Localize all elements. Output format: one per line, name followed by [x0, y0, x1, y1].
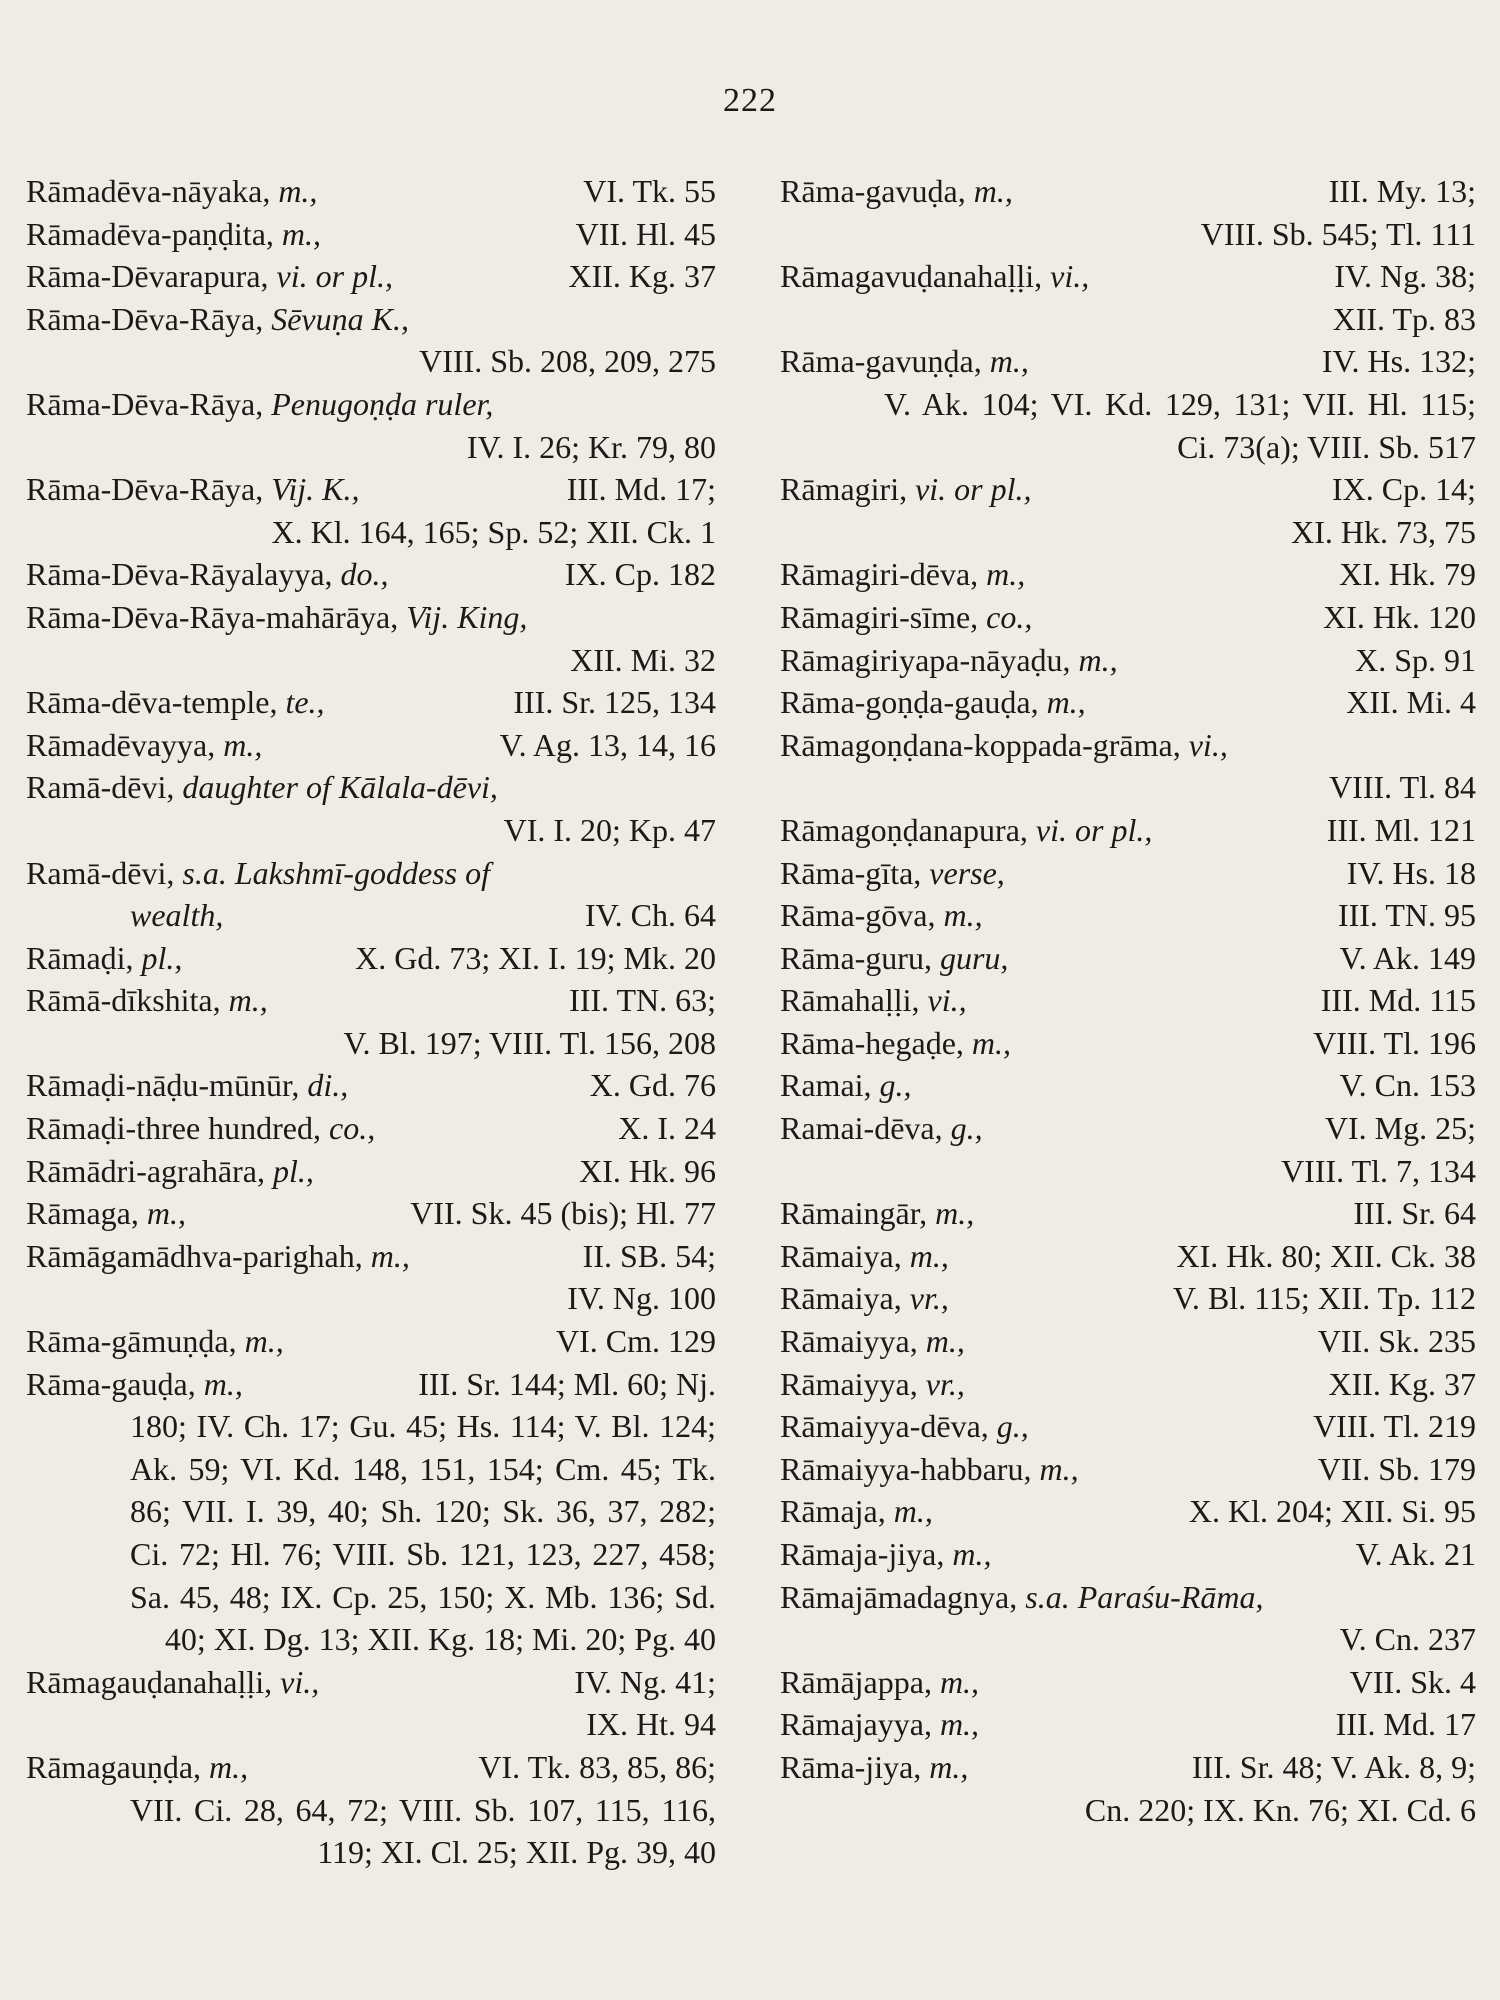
index-entry: [26, 468, 716, 553]
entry-headword: Rāmaiya,: [780, 1237, 910, 1274]
index-entry: [780, 1703, 1476, 1746]
entry-headword: Rāma-Dēva-Rāya,: [26, 471, 272, 508]
entry-reference: III. Ml. 121: [1326, 811, 1476, 848]
entry-headword: Rāma-Dēva-Rāya,: [26, 300, 272, 337]
index-entry: [26, 1235, 716, 1320]
index-entry: [26, 213, 716, 256]
index-entry: [26, 681, 716, 724]
entry-descriptor: m.,: [929, 1748, 969, 1785]
entry-headword: Rāmaiyya-habbaru,: [780, 1450, 1040, 1487]
entry-headword: Ramai,: [780, 1067, 880, 1104]
index-entry: [780, 468, 1476, 553]
entry-descriptor: m.,: [370, 1237, 410, 1274]
entry-headword: Ramā-dēvi,: [26, 854, 183, 891]
entry-headword: Rāma-guru,: [780, 939, 940, 976]
index-entry: [780, 1576, 1476, 1661]
entry-headword: Rāma-Dēva-Rāya,: [26, 385, 272, 422]
entry-reference: XI. Hk. 79: [1339, 556, 1476, 593]
entry-descriptor: m.,: [893, 1493, 933, 1530]
index-entry: [26, 1064, 716, 1107]
entry-headword: Rāmaja,: [780, 1493, 894, 1530]
entry-headword: Rāmagiri-sīme,: [780, 598, 987, 635]
entry-descriptor: m.,: [1039, 1450, 1079, 1487]
entry-descriptor: g.,: [879, 1067, 912, 1104]
entry-descriptor: g.,: [950, 1110, 983, 1147]
entry-headword: Rāmaja-jiya,: [780, 1536, 953, 1572]
index-entry: [780, 1448, 1476, 1491]
entry-reference-continued: IX. Ht. 94: [586, 1706, 716, 1743]
entry-headword: Rāmaiyya,: [780, 1365, 926, 1402]
entry-reference-continued: IV. I. 26; Kr. 79, 80: [466, 428, 716, 465]
entry-descriptor: Vij. K.,: [271, 471, 360, 508]
entry-descriptor: s.a. Paraśu-Rāma,: [1025, 1578, 1264, 1615]
index-entry: [26, 1746, 716, 1874]
entry-reference: VI. Cm. 129: [556, 1323, 716, 1360]
entry-headword: Rāmājappa,: [780, 1663, 940, 1700]
entry-headword: Rāma-gīta,: [780, 854, 930, 891]
entry-reference: XI. Hk. 80; XII. Ck. 38: [1176, 1237, 1476, 1274]
entry-reference-continued: IV. Ng. 100: [567, 1280, 716, 1317]
entry-descriptor: guru,: [939, 939, 1009, 976]
entry-reference: III. Md. 17: [1335, 1706, 1476, 1743]
entry-headword: Rāma-gavuḍa,: [780, 173, 974, 209]
index-entry: [780, 1107, 1476, 1192]
entry-reference: III. TN. 63;: [569, 982, 716, 1019]
entry-headword: Rāmajayya,: [780, 1706, 940, 1743]
index-entry: [780, 1533, 1476, 1576]
index-entry: [26, 255, 716, 298]
entry-headword: Rāmā-dīkshita,: [26, 982, 229, 1019]
entry-reference-continued: X. Kl. 164, 165; Sp. 52; XII. Ck. 1: [271, 513, 716, 550]
entry-reference: V. Bl. 115; XII. Tp. 112: [1172, 1280, 1476, 1317]
entry-headword: Rāmahaḷḷi,: [780, 982, 928, 1019]
index-entry: [26, 979, 716, 1064]
index-entry: [780, 340, 1476, 468]
entry-descriptor: m.,: [223, 726, 263, 763]
entry-reference: VII. Sk. 45 (bis); Hl. 77: [410, 1195, 716, 1232]
entry-reference-continued: VI. I. 20; Kp. 47: [503, 811, 716, 848]
entry-reference: XII. Mi. 4: [1346, 684, 1476, 721]
entry-reference: V. Ak. 21: [1355, 1536, 1476, 1572]
entry-reference: III. Md. 115: [1320, 982, 1476, 1019]
page-number: 222: [723, 82, 777, 119]
index-entry: [780, 1235, 1476, 1278]
index-entry: [780, 596, 1476, 639]
entry-reference: VIII. Tl. 196: [1313, 1024, 1476, 1061]
entry-descriptor: m.,: [939, 1706, 980, 1743]
index-entry: [26, 298, 716, 383]
entry-headword: Rāma-Dēva-Rāyalayya,: [26, 556, 341, 593]
entry-headword: Rāma-gauḍa,: [26, 1365, 204, 1402]
entry-descriptor: Penugoṇḍa ruler,: [271, 385, 494, 422]
index-entry: [26, 1661, 716, 1746]
entry-descriptor: co.,: [986, 598, 1033, 635]
entry-reference: VII. Sb. 179: [1317, 1450, 1476, 1487]
index-entry: [26, 553, 716, 596]
entry-reference: III. Sr. 125, 134: [513, 684, 716, 721]
entry-descriptor: m.,: [1046, 684, 1086, 721]
entry-reference: VII. Sk. 235: [1317, 1323, 1476, 1360]
index-entry: [26, 766, 716, 851]
entry-reference-continued: V. Ak. 104; VI. Kd. 129, 131; VII. Hl. 115; Ci. 73(a); VIII. Sb. 517: [884, 385, 1476, 465]
index-entry: [780, 1490, 1476, 1533]
entry-headword: Rāmadēvayya,: [26, 726, 224, 763]
index-entry: [780, 1064, 1476, 1107]
index-entry: [780, 894, 1476, 937]
index-entry: [26, 1150, 716, 1193]
entry-reference: V. Ak. 149: [1339, 939, 1476, 976]
entry-headword: Rāma-gōva,: [780, 897, 944, 934]
index-entry: [26, 1363, 716, 1661]
index-entry: [26, 937, 716, 980]
entry-reference: X. I. 24: [618, 1110, 716, 1147]
entry-descriptor: pl.,: [141, 939, 183, 976]
entry-descriptor: m.,: [935, 1195, 975, 1232]
entry-descriptor: m.,: [989, 343, 1029, 380]
entry-reference: IV. Hs. 132;: [1321, 343, 1476, 380]
entry-reference-continued: V. Bl. 197; VIII. Tl. 156, 208: [343, 1024, 716, 1061]
entry-reference-continued: VIII. Tl. 7, 134: [1281, 1152, 1476, 1189]
index-entry: [780, 255, 1476, 340]
entry-descriptor: co.,: [329, 1110, 376, 1147]
entry-descriptor: vi.,: [1188, 726, 1228, 763]
entry-headword: Rāmajāmadagnya,: [780, 1578, 1026, 1615]
entry-reference: XII. Kg. 37: [568, 258, 716, 295]
entry-descriptor: vr.,: [909, 1280, 949, 1317]
entry-reference: III. TN. 95: [1337, 897, 1476, 934]
entry-descriptor: m.,: [209, 1748, 249, 1785]
entry-reference: II. SB. 54;: [582, 1237, 716, 1274]
entry-reference-continued: 180; IV. Ch. 17; Gu. 45; Hs. 114; V. Bl. 124; Ak. 59; VI. Kd. 148, 151, 154; Cm. 45; Tk. 86; VII. I. 39, 40; Sh. 120; Sk. 36, 37, 282; Ci. 72; Hl. 76; VIII. Sb. 121, 123, 227, 458; Sa. 45, 48; IX. Cp. 25, 150; X. Mb. 136; Sd. 40; XI. Dg. 13; XII. Kg. 18; Mi. 20; Pg. 40: [130, 1408, 716, 1658]
entry-headword: Rāmagiriyapa-nāyaḍu,: [780, 641, 1079, 678]
entry-headword: Rāmaiyya,: [780, 1323, 926, 1360]
entry-descriptor: te.,: [285, 684, 325, 721]
entry-headword: Rāmagauṇḍa,: [26, 1748, 210, 1785]
entry-reference: III. Md. 17;: [566, 471, 716, 508]
entry-descriptor: m.,: [973, 173, 1013, 209]
entry-headword: Rāmaiyya-dēva,: [780, 1408, 997, 1445]
entry-headword: Ramā-dēvi,: [26, 769, 183, 806]
entry-descriptor: m.,: [925, 1323, 965, 1360]
entry-reference: VI. Tk. 83, 85, 86;: [478, 1748, 716, 1785]
index-entry: [26, 1320, 716, 1363]
entry-headword: Rāma-gāmuṇḍa,: [26, 1323, 245, 1360]
entry-headword: Rāmagoṇḍana-koppada-grāma,: [780, 726, 1189, 763]
entry-headword: Rāmagoṇḍanapura,: [780, 811, 1036, 848]
entry-descriptor: Vij. King,: [406, 598, 528, 635]
entry-descriptor: vi.,: [927, 982, 967, 1019]
entry-headword: Rāmagauḍanahaḷḷi,: [26, 1663, 281, 1700]
entry-headword: Rāma-jiya,: [780, 1748, 930, 1785]
index-entry: [26, 852, 716, 937]
index-entry: [780, 639, 1476, 682]
entry-headword: Rāmāgamādhva-parighah,: [26, 1237, 371, 1274]
entry-descriptor: g.,: [996, 1408, 1029, 1445]
right-column: [780, 170, 1476, 1831]
index-entry: [26, 596, 716, 681]
entry-reference: IV. Ng. 41;: [574, 1663, 716, 1700]
index-entry: [780, 681, 1476, 724]
entry-headword: Ramai-dēva,: [780, 1110, 951, 1147]
entry-descriptor: vi. or pl.,: [1035, 811, 1153, 848]
entry-descriptor: vi.,: [280, 1663, 320, 1700]
entry-headword: Rāma-dēva-temple,: [26, 684, 286, 721]
entry-descriptor: pl.,: [272, 1152, 314, 1189]
entry-headword: Rāmādri-agrahāra,: [26, 1152, 273, 1189]
index-entry: [26, 1107, 716, 1150]
entry-reference: VIII. Tl. 219: [1313, 1408, 1476, 1445]
entry-reference: III. Sr. 64: [1353, 1195, 1476, 1232]
entry-descriptor: vi.,: [1050, 258, 1090, 295]
entry-reference: IX. Cp. 14;: [1332, 471, 1476, 508]
index-entry: [26, 383, 716, 468]
entry-descriptor: vr.,: [925, 1365, 965, 1402]
entry-headword: Rāmagavuḍanahaḷḷi,: [780, 258, 1051, 295]
entry-reference: VII. Hl. 45: [575, 215, 716, 252]
entry-headword: Rāmaingār,: [780, 1195, 936, 1232]
entry-reference: IV. Ch. 64: [585, 897, 716, 934]
index-entry: [780, 1320, 1476, 1363]
entry-descriptor: m.,: [943, 897, 983, 934]
entry-reference: XII. Kg. 37: [1328, 1365, 1476, 1402]
entry-headword: Rāmaḍi-nāḍu-mūnūr,: [26, 1067, 308, 1104]
entry-descriptor: m.,: [939, 1663, 980, 1700]
entry-reference: IV. Ng. 38;: [1334, 258, 1476, 295]
index-entry: [26, 1192, 716, 1235]
entry-descriptor: vi. or pl.,: [276, 258, 393, 295]
entry-headword: Rāmaḍi,: [26, 939, 142, 976]
entry-headword: Rāma-Dēva-Rāya-mahārāya,: [26, 598, 407, 635]
entry-reference: VI. Mg. 25;: [1324, 1110, 1476, 1147]
index-entry: [780, 724, 1476, 809]
entry-descriptor: m.,: [278, 173, 318, 209]
entry-headword: Rāmagiri,: [780, 471, 916, 508]
entry-descriptor: m.,: [952, 1536, 992, 1572]
entry-headword: Rāma-goṇḍa-gauḍa,: [780, 684, 1047, 721]
entry-descriptor-continued: wealth,: [130, 897, 224, 934]
entry-headword: Rāma-gavuṇḍa,: [780, 343, 990, 380]
entry-reference: X. Kl. 204; XII. Si. 95: [1188, 1493, 1476, 1530]
entry-reference: X. Gd. 76: [589, 1067, 716, 1104]
entry-descriptor: m.,: [203, 1365, 243, 1402]
entry-descriptor: m.,: [909, 1237, 949, 1274]
index-entry: [780, 852, 1476, 895]
entry-reference-continued: V. Cn. 237: [1339, 1621, 1476, 1658]
entry-headword: Rāma-Dēvarapura,: [26, 258, 277, 295]
entry-reference: VII. Sk. 4: [1349, 1663, 1476, 1700]
entry-headword: Rāmaga,: [26, 1195, 147, 1232]
entry-reference: III. Sr. 144; Ml. 60; Nj.: [418, 1365, 716, 1402]
entry-reference: VI. Tk. 55: [583, 173, 716, 209]
index-entry: [780, 553, 1476, 596]
index-entry: [780, 170, 1476, 255]
index-entry: [26, 724, 716, 767]
entry-reference-continued: VII. Ci. 28, 64, 72; VIII. Sb. 107, 115, 116, 119; XI. Cl. 25; XII. Pg. 39, 40: [130, 1791, 716, 1871]
index-entry: [780, 1192, 1476, 1235]
entry-descriptor: verse,: [929, 854, 1005, 891]
entry-reference: X. Sp. 91: [1355, 641, 1476, 678]
entry-headword: Rāmaiya,: [780, 1280, 910, 1317]
entry-reference: IV. Hs. 18: [1346, 854, 1476, 891]
index-entry: [780, 1363, 1476, 1406]
entry-descriptor: m.,: [986, 556, 1026, 593]
entry-descriptor: Sēvuṇa K.,: [271, 300, 409, 337]
entry-headword: Rāmagiri-dēva,: [780, 556, 987, 593]
entry-reference: III. Sr. 48; V. Ak. 8, 9;: [1191, 1748, 1476, 1785]
index-entry: [26, 170, 716, 213]
entry-reference-continued: VIII. Sb. 545; Tl. 111: [1200, 215, 1476, 252]
entry-descriptor: m.,: [146, 1195, 186, 1232]
entry-reference-continued: VIII. Tl. 84: [1329, 769, 1476, 806]
entry-reference-continued: Cn. 220; IX. Kn. 76; XI. Cd. 6: [1084, 1791, 1476, 1828]
index-entry: [780, 1022, 1476, 1065]
entry-reference-continued: XII. Mi. 32: [570, 641, 716, 678]
entry-descriptor: di.,: [307, 1067, 349, 1104]
entry-headword: Rāmaḍi-three hundred,: [26, 1110, 329, 1147]
entry-reference: V. Cn. 153: [1339, 1067, 1476, 1104]
entry-reference-continued: XI. Hk. 73, 75: [1291, 513, 1476, 550]
index-entry: [780, 1661, 1476, 1704]
entry-reference: IX. Cp. 182: [564, 556, 716, 593]
entry-headword: Rāma-hegaḍe,: [780, 1024, 972, 1061]
entry-descriptor: m.,: [281, 215, 321, 252]
entry-descriptor: m.,: [244, 1323, 284, 1360]
entry-reference: XI. Hk. 96: [579, 1152, 716, 1189]
entry-descriptor: m.,: [228, 982, 268, 1019]
entry-headword: Rāmadēva-paṇḍita,: [26, 215, 282, 252]
entry-reference-continued: XII. Tp. 83: [1332, 300, 1476, 337]
entry-reference: V. Ag. 13, 14, 16: [499, 726, 716, 763]
entry-reference: XI. Hk. 120: [1323, 598, 1476, 635]
entry-descriptor: m.,: [971, 1024, 1012, 1061]
entry-descriptor: do.,: [340, 556, 389, 593]
index-entry: [780, 809, 1476, 852]
index-entry: [780, 1746, 1476, 1831]
entry-reference: X. Gd. 73; XI. I. 19; Mk. 20: [355, 939, 716, 976]
entry-descriptor: s.a. Lakshmī-goddess of: [182, 854, 490, 891]
entry-reference: III. My. 13;: [1328, 173, 1476, 209]
entry-descriptor: m.,: [1078, 641, 1118, 678]
index-entry: [780, 1405, 1476, 1448]
entry-reference-continued: VIII. Sb. 208, 209, 275: [419, 343, 716, 380]
index-entry: [780, 1277, 1476, 1320]
left-column: [26, 170, 716, 1874]
entry-headword: Rāmadēva-nāyaka,: [26, 173, 279, 209]
index-entry: [780, 937, 1476, 980]
entry-descriptor: daughter of Kālala-dēvi,: [182, 769, 498, 806]
index-entry: [780, 979, 1476, 1022]
entry-descriptor: vi. or pl.,: [915, 471, 1032, 508]
